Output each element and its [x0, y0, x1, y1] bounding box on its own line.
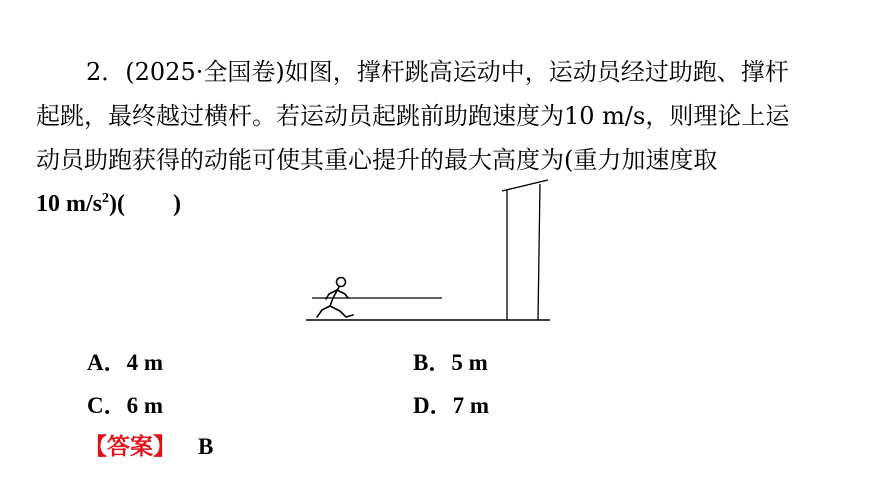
pole-vault-illustration: [300, 170, 560, 330]
answer-value: B: [198, 434, 214, 459]
answer-row: [84, 428, 213, 461]
option-d: D．7 m: [413, 393, 490, 418]
gravity-exponent: 2: [102, 191, 109, 206]
answer-label: 【答案】: [84, 434, 176, 460]
option-b: B．5 m: [413, 350, 488, 375]
question-line-3: 动员助跑获得的动能可使其重心提升的最大高度为(重力加速度取: [36, 146, 718, 174]
gravity-value: 10 m/s: [36, 191, 102, 217]
upright-right: [538, 184, 540, 320]
answer-blank: )( ): [109, 191, 181, 217]
option-c: C．6 m: [87, 393, 164, 418]
question-line-1: 2．(2025·全国卷)如图，撑杆跳高运动中，运动员经过助跑、撑杆: [86, 58, 789, 86]
option-a: A．4 m: [87, 350, 164, 375]
pole-vault-figure: [300, 170, 560, 330]
question-line-2: 起跳，最终越过横杆。若运动员起跳前助跑速度为10 m/s，则理论上运: [36, 102, 790, 130]
runner-figure: [317, 278, 353, 318]
crossbar: [502, 180, 548, 191]
